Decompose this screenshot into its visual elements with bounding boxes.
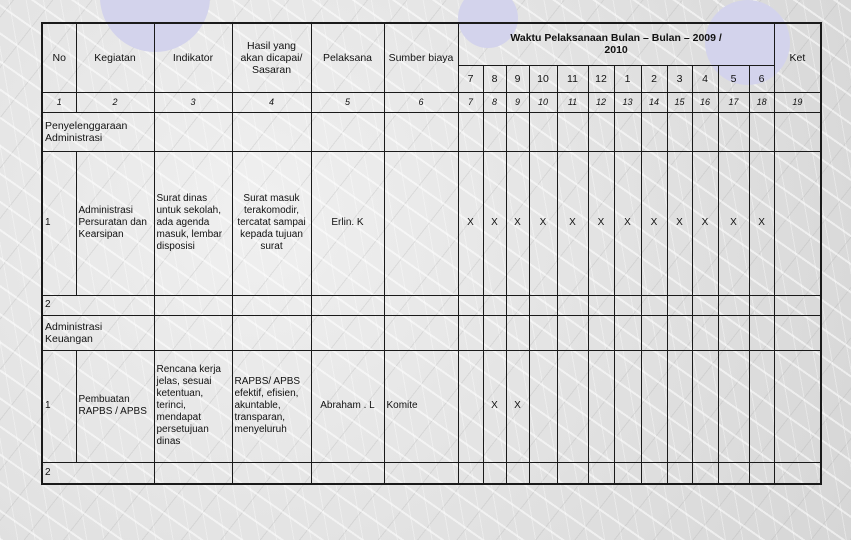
- empty-cell: [232, 315, 311, 350]
- table-row: [42, 350, 821, 462]
- empty-cell: [506, 112, 529, 151]
- column-number: 3: [154, 92, 232, 112]
- month-mark: X: [529, 151, 557, 295]
- empty-cell: [529, 462, 557, 484]
- section-title-keuangan: Administrasi Keuangan: [42, 315, 154, 350]
- table-row: [42, 462, 821, 484]
- row-ket: [774, 151, 821, 295]
- column-number: 17: [718, 92, 749, 112]
- empty-cell: [529, 295, 557, 315]
- empty-cell: [384, 112, 458, 151]
- month-mark: [667, 350, 692, 462]
- header-month: 2: [641, 65, 667, 92]
- empty-cell: [232, 112, 311, 151]
- header-month: 1: [614, 65, 641, 92]
- empty-cell: [458, 112, 483, 151]
- empty-cell: [529, 315, 557, 350]
- row-kegiatan: Administrasi Persuratan dan Kearsipan: [76, 151, 154, 295]
- row-pelaksana: Erlin. K: [311, 151, 384, 295]
- column-number: 18: [749, 92, 774, 112]
- header-month: 12: [588, 65, 614, 92]
- empty-cell: [692, 112, 718, 151]
- header-month: 3: [667, 65, 692, 92]
- empty-cell: [458, 295, 483, 315]
- empty-cell: [154, 462, 232, 484]
- column-number: 5: [311, 92, 384, 112]
- row-indikator: Rencana kerja jelas, sesuai ketentuan, terinci, mendapat persetujuan dinas: [154, 350, 232, 462]
- month-mark: X: [506, 350, 529, 462]
- empty-cell: [384, 315, 458, 350]
- month-mark: [588, 350, 614, 462]
- row-ket: [774, 350, 821, 462]
- row-hasil: RAPBS/ APBS efektif, efisien, akuntable, transparan, menyeluruh: [232, 350, 311, 462]
- empty-cell: [557, 112, 588, 151]
- empty-cell: [718, 462, 749, 484]
- header-ket: Ket: [774, 23, 821, 92]
- empty-cell: [774, 315, 821, 350]
- month-mark: [692, 350, 718, 462]
- empty-cell: [749, 112, 774, 151]
- empty-cell: [641, 295, 667, 315]
- empty-cell: [641, 112, 667, 151]
- month-mark: X: [588, 151, 614, 295]
- header-indikator: Indikator: [154, 23, 232, 92]
- empty-cell: [557, 295, 588, 315]
- column-number: 2: [76, 92, 154, 112]
- column-number: 6: [384, 92, 458, 112]
- month-mark: X: [641, 151, 667, 295]
- row-pelaksana: Abraham . L: [311, 350, 384, 462]
- empty-cell: [483, 295, 506, 315]
- empty-cell: [311, 315, 384, 350]
- month-mark: X: [557, 151, 588, 295]
- month-mark: X: [483, 151, 506, 295]
- row-kegiatan: Pembuatan RAPBS / APBS: [76, 350, 154, 462]
- section-title-administrasi: Penyelenggaraan Administrasi: [42, 112, 154, 151]
- header-no: No: [42, 23, 76, 92]
- empty-cell: [749, 462, 774, 484]
- empty-cell: [667, 462, 692, 484]
- column-number: 8: [483, 92, 506, 112]
- empty-cell: [692, 462, 718, 484]
- month-mark: X: [483, 350, 506, 462]
- row-sumber-biaya: [384, 151, 458, 295]
- month-mark: X: [718, 151, 749, 295]
- empty-cell: [718, 315, 749, 350]
- empty-cell: [506, 315, 529, 350]
- empty-cell: [557, 462, 588, 484]
- header-month: 10: [529, 65, 557, 92]
- column-number: 12: [588, 92, 614, 112]
- empty-cell: [667, 112, 692, 151]
- empty-cell: [614, 112, 641, 151]
- empty-cell: [458, 462, 483, 484]
- column-number: 15: [667, 92, 692, 112]
- header-waktu-pelaksanaan: Waktu Pelaksanaan Bulan – Bulan – 2009 / 2010: [458, 23, 774, 65]
- column-number: 7: [458, 92, 483, 112]
- empty-cell: [774, 462, 821, 484]
- header-month: 11: [557, 65, 588, 92]
- empty-cell: [614, 295, 641, 315]
- header-month: 9: [506, 65, 529, 92]
- row-no: 2: [42, 295, 154, 315]
- empty-cell: [749, 295, 774, 315]
- column-number: 9: [506, 92, 529, 112]
- empty-cell: [154, 295, 232, 315]
- empty-cell: [384, 462, 458, 484]
- empty-cell: [614, 462, 641, 484]
- month-mark: [749, 350, 774, 462]
- month-mark: [529, 350, 557, 462]
- empty-cell: [458, 315, 483, 350]
- month-mark: X: [749, 151, 774, 295]
- month-mark: [641, 350, 667, 462]
- empty-cell: [718, 112, 749, 151]
- row-indikator: Surat dinas untuk sekolah, ada agenda masuk, lembar disposisi: [154, 151, 232, 295]
- column-number: 11: [557, 92, 588, 112]
- row-no: 1: [42, 151, 76, 295]
- table-row: [42, 295, 821, 315]
- empty-cell: [774, 295, 821, 315]
- empty-cell: [483, 462, 506, 484]
- column-number: 16: [692, 92, 718, 112]
- empty-cell: [692, 295, 718, 315]
- empty-cell: [641, 315, 667, 350]
- row-hasil: Surat masuk terakomodir, tercatat sampai kepada tujuan surat: [232, 151, 311, 295]
- month-mark: X: [458, 151, 483, 295]
- header-sumber-biaya: Sumber biaya: [384, 23, 458, 92]
- header-kegiatan: Kegiatan: [76, 23, 154, 92]
- empty-cell: [588, 112, 614, 151]
- activity-plan-sheet: [41, 22, 808, 488]
- empty-cell: [154, 315, 232, 350]
- empty-cell: [232, 295, 311, 315]
- column-number: 4: [232, 92, 311, 112]
- empty-cell: [614, 315, 641, 350]
- empty-cell: [749, 315, 774, 350]
- month-mark: [718, 350, 749, 462]
- month-mark: X: [692, 151, 718, 295]
- empty-cell: [311, 462, 384, 484]
- empty-cell: [641, 462, 667, 484]
- column-number: 19: [774, 92, 821, 112]
- empty-cell: [232, 462, 311, 484]
- header-pelaksana: Pelaksana: [311, 23, 384, 92]
- header-month: 4: [692, 65, 718, 92]
- empty-cell: [557, 315, 588, 350]
- header-month: 8: [483, 65, 506, 92]
- column-number: 13: [614, 92, 641, 112]
- empty-cell: [506, 295, 529, 315]
- header-month: 7: [458, 65, 483, 92]
- month-mark: [614, 350, 641, 462]
- header-month: 5: [718, 65, 749, 92]
- empty-cell: [311, 112, 384, 151]
- empty-cell: [588, 315, 614, 350]
- column-number: 14: [641, 92, 667, 112]
- column-number-row: [42, 92, 821, 112]
- empty-cell: [588, 295, 614, 315]
- empty-cell: [692, 315, 718, 350]
- empty-cell: [529, 112, 557, 151]
- activity-plan-table: [41, 22, 822, 485]
- header-hasil: Hasil yang akan dicapai/ Sasaran: [232, 23, 311, 92]
- empty-cell: [588, 462, 614, 484]
- row-sumber-biaya: Komite: [384, 350, 458, 462]
- empty-cell: [483, 112, 506, 151]
- column-number: 10: [529, 92, 557, 112]
- month-mark: [458, 350, 483, 462]
- header-month: 6: [749, 65, 774, 92]
- empty-cell: [667, 295, 692, 315]
- empty-cell: [311, 295, 384, 315]
- empty-cell: [506, 462, 529, 484]
- empty-cell: [718, 295, 749, 315]
- month-mark: X: [667, 151, 692, 295]
- column-number: 1: [42, 92, 76, 112]
- table-row: [42, 151, 821, 295]
- empty-cell: [483, 315, 506, 350]
- row-no: 1: [42, 350, 76, 462]
- month-mark: X: [614, 151, 641, 295]
- row-no: 2: [42, 462, 154, 484]
- month-mark: X: [506, 151, 529, 295]
- empty-cell: [384, 295, 458, 315]
- empty-cell: [774, 112, 821, 151]
- month-mark: [557, 350, 588, 462]
- empty-cell: [667, 315, 692, 350]
- empty-cell: [154, 112, 232, 151]
